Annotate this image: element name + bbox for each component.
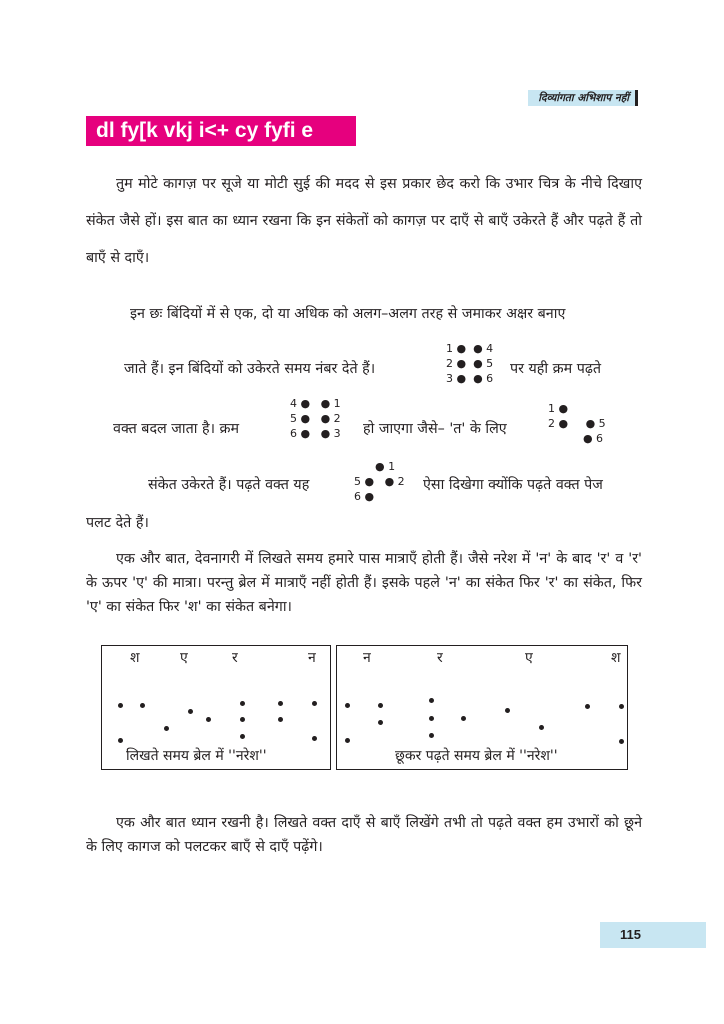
braille-dot [378, 703, 383, 708]
braille-dot [118, 703, 123, 708]
braille-dot [312, 701, 317, 706]
braille-dot [461, 716, 466, 721]
braille-dot [619, 704, 624, 709]
braille-dot [429, 716, 434, 721]
paragraph-devanagari-note: एक और बात, देवनागरी में लिखते समय हमारे पास मात्राएँ होती हैं। जैसे नरेश में 'न' के बाद 'र' व 'र' के ऊपर 'ए' की मात्रा। परन्तु ब्रेल में मात्राएँ नहीं होती हैं। इसके पहले 'न' का संकेत फिर 'र' का संकेत, फिर 'ए' का संकेत फिर 'श' का संकेत बनेगा। [86, 551, 642, 615]
braille-dot [539, 725, 544, 730]
paragraph-dots-line1: इन छः बिंदियों में से एक, दो या अधिक को अलग–अलग तरह से जमाकर अक्षर बनाए [130, 306, 566, 322]
braille-dot [278, 701, 283, 706]
letter-label: न [308, 650, 316, 666]
paragraph-dots-line4b: ऐसा दिखेगा क्योंकि पढ़ते वक्त पेज [423, 477, 603, 493]
paragraph-dots-line4a: संकेत उकेरते हैं। पढ़ते वक्त यह [148, 477, 310, 493]
braille-dot [378, 720, 383, 725]
letter-label: ए [180, 650, 188, 666]
letter-label: र [232, 650, 238, 666]
braille-dot [164, 726, 169, 731]
paragraph-closing: एक और बात ध्यान रखनी है। लिखते वक्त दाएँ से बाएँ लिखेंगे तभी तो पढ़ते वक्त हम उभारों को छूने के लिए कागज को पलटकर बाएँ से दाएँ पढ़ेंगे। [86, 815, 642, 855]
braille-grid-ta-written: 1 ● 2 ● ● 5 ● 6 [548, 402, 606, 445]
braille-dot [188, 709, 193, 714]
braille-dot [345, 738, 350, 743]
figure-caption: छूकर पढ़ते समय ब्रेल में ''नरेश'' [395, 748, 558, 764]
braille-dot [240, 734, 245, 739]
page-number: 115 [600, 922, 706, 948]
braille-dot [505, 708, 510, 713]
braille-dot [240, 717, 245, 722]
letter-label: श [611, 650, 621, 666]
braille-dot [140, 703, 145, 708]
letter-label: ए [525, 650, 533, 666]
chapter-header-tag: दिव्यांगता अभिशाप नहीं [528, 90, 638, 106]
paragraph-dots-line5: पलट देते हैं। [86, 515, 149, 531]
braille-dot [429, 733, 434, 738]
braille-grid-reading-order: 4 ● ● 1 5 ● ● 2 6 ● ● 3 [290, 397, 341, 440]
braille-dot [278, 717, 283, 722]
braille-dot [345, 703, 350, 708]
paragraph-dots-line2b: पर यही क्रम पढ़ते [510, 361, 602, 377]
braille-dot [206, 717, 211, 722]
braille-dot [619, 739, 624, 744]
letter-label: श [130, 650, 140, 666]
braille-dot [429, 698, 434, 703]
paragraph-dots-line3a: वक्त बदल जाता है। क्रम [113, 421, 240, 437]
section-banner: dl fy[k vkj i<+ cy fyfi e [86, 116, 356, 146]
braille-grid-ta-read: ● 1 5 ● ● 2 6 ● [354, 460, 405, 503]
braille-grid-writing-order: 1 ● ● 4 2 ● ● 5 3 ● ● 6 [446, 342, 494, 385]
braille-dot [585, 704, 590, 709]
figure-caption: लिखते समय ब्रेल में ''नरेश'' [126, 748, 267, 764]
braille-dot [118, 738, 123, 743]
braille-figure-reading [336, 645, 628, 770]
paragraph-dots-line2a: जाते हैं। इन बिंदियों को उकेरते समय नंबर देते हैं। [124, 361, 376, 377]
braille-figure-writing [101, 645, 331, 770]
braille-dot [312, 736, 317, 741]
letter-label: र [437, 650, 443, 666]
paragraph-intro: तुम मोटे कागज़ पर सूजे या मोटी सुई की मदद से इस प्रकार छेद करो कि उभार चित्र के नीचे दिखाए संकेत जैसे हों। इस बात का ध्यान रखना कि इन संकेतों को कागज़ पर दाएँ से बाएँ उकेरते हैं और पढ़ते हैं तो बाएँ से दाएँ। [86, 176, 642, 266]
letter-label: न [363, 650, 371, 666]
paragraph-dots-line3b: हो जाएगा जैसे– 'त' के लिए [363, 421, 507, 437]
braille-dot [240, 701, 245, 706]
